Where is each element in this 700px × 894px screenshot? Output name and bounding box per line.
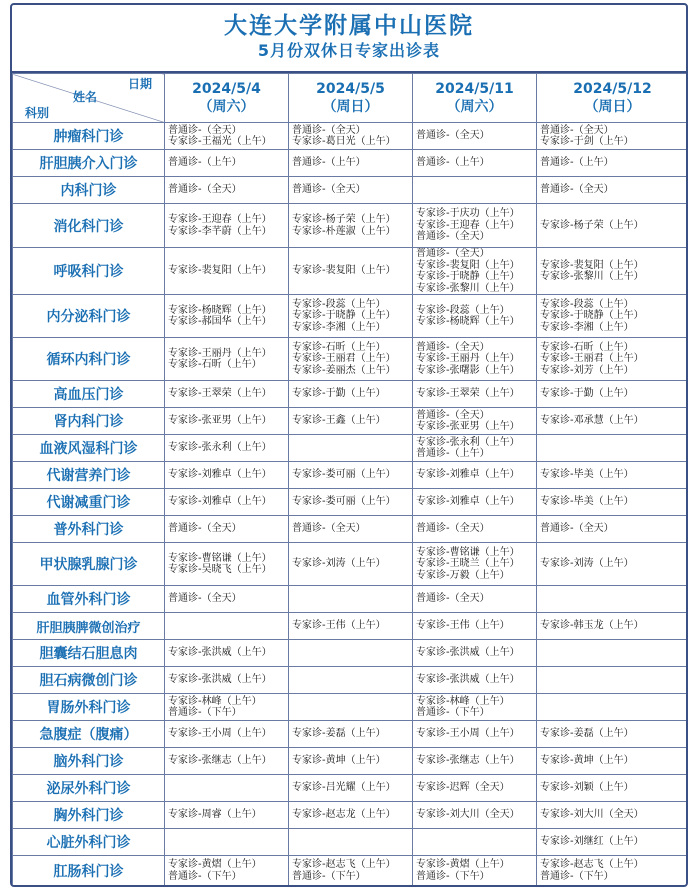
- clinic-entry: 专家诊-刘雅卓（上午）: [416, 469, 520, 481]
- clinic-entry: 普通诊-（上午）: [416, 448, 490, 459]
- schedule-cell: [413, 462, 537, 489]
- clinic-entry: 专家诊-刘大川（全天）: [540, 809, 644, 821]
- corner-header: [13, 74, 165, 123]
- schedule-cell: [537, 462, 689, 489]
- table-row: [13, 408, 689, 435]
- clinic-entry: 专家诊-赵志飞（上午）: [292, 859, 396, 870]
- clinic-entry: 专家诊-刘大川（全天）: [416, 809, 520, 821]
- schedule-cell: [289, 667, 413, 694]
- schedule-cell: [413, 613, 537, 640]
- clinic-entry: 专家诊-张亚男（上午）: [168, 415, 272, 427]
- table-row: [13, 802, 689, 829]
- date-text: 2024/5/5: [316, 81, 385, 97]
- schedule-cell: [537, 338, 689, 381]
- clinic-entry: 专家诊-王翠荣（上午）: [168, 388, 272, 400]
- table-row: [13, 462, 689, 489]
- dept-name: 肝胆胰脾微创治疗: [13, 613, 165, 640]
- schedule-cell: [165, 802, 289, 829]
- clinic-entry: 专家诊-张永利（上午）: [416, 436, 520, 448]
- schedule-cell: [289, 543, 413, 586]
- schedule-cell: [537, 489, 689, 516]
- clinic-entry: 普通诊-（全天）: [540, 124, 614, 136]
- clinic-entry: 专家诊-姜丽杰（上午）: [292, 364, 396, 376]
- schedule-cell: [165, 338, 289, 381]
- schedule-cell: [165, 586, 289, 613]
- table-row: [13, 694, 689, 721]
- clinic-entry: 专家诊-刘雅卓（上午）: [416, 496, 520, 508]
- dept-name: 肿瘤科门诊: [13, 123, 165, 150]
- clinic-entry: 专家诊-于勤（上午）: [292, 388, 386, 400]
- schedule-cell: [165, 543, 289, 586]
- clinic-entry: 普通诊-（下午）: [168, 870, 242, 882]
- schedule-cell: [413, 856, 537, 886]
- clinic-entry: 专家诊-张洪威（上午）: [168, 674, 272, 686]
- clinic-entry: 普通诊-（全天）: [168, 184, 242, 196]
- clinic-entry: 专家诊-张继志（上午）: [168, 755, 272, 767]
- clinic-entry: 专家诊-张曙影（上午）: [416, 364, 520, 376]
- schedule-cell: [289, 721, 413, 748]
- clinic-entry: 普通诊-（上午）: [416, 157, 490, 169]
- schedule-cell: [413, 408, 537, 435]
- schedule-cell: [165, 462, 289, 489]
- clinic-entry: 专家诊-杨晓辉（上午）: [168, 304, 272, 316]
- schedule-cell: [165, 856, 289, 886]
- schedule-cell: [165, 721, 289, 748]
- schedule-cell: [165, 435, 289, 462]
- schedule-cell: [413, 435, 537, 462]
- schedule-cell: [289, 435, 413, 462]
- clinic-entry: 专家诊-石昕（上午）: [168, 359, 262, 370]
- clinic-entry: 专家诊-王丽君（上午）: [292, 353, 396, 365]
- dept-name: 心脏外科门诊: [13, 829, 165, 856]
- table-row: [13, 748, 689, 775]
- schedule-cell: [413, 829, 537, 856]
- clinic-entry: 专家诊-邓承慧（上午）: [540, 415, 644, 427]
- schedule-cell: [537, 748, 689, 775]
- clinic-entry: 专家诊-李湘（上午）: [540, 321, 634, 333]
- schedule-cell: [165, 204, 289, 248]
- clinic-entry: 专家诊-张永利（上午）: [168, 442, 272, 454]
- clinic-entry: 专家诊-张洪威（上午）: [416, 674, 520, 686]
- schedule-cell: [537, 543, 689, 586]
- clinic-entry: 普通诊-（全天）: [168, 124, 242, 136]
- clinic-entry: 专家诊-于庆功（上午）: [416, 208, 520, 220]
- dept-name: 肛肠科门诊: [13, 856, 165, 886]
- clinic-entry: 专家诊-石昕（上午）: [292, 341, 386, 353]
- schedule-sheet: [10, 3, 688, 887]
- dept-name: 胆囊结石胆息肉: [13, 640, 165, 667]
- schedule-cell: [165, 150, 289, 177]
- clinic-entry: 专家诊-万毅（上午）: [416, 569, 510, 581]
- clinic-entry: 普通诊-（全天）: [168, 523, 242, 535]
- schedule-cell: [537, 123, 689, 150]
- schedule-cell: [413, 338, 537, 381]
- table-row: [13, 829, 689, 856]
- table-row: [13, 516, 689, 543]
- clinic-entry: 专家诊-赵志龙（上午）: [292, 809, 396, 821]
- clinic-entry: 专家诊-黄坤（上午）: [292, 755, 386, 767]
- clinic-entry: 专家诊-葛日光（上午）: [292, 136, 396, 147]
- schedule-cell: [537, 667, 689, 694]
- dept-name: 肾内科门诊: [13, 408, 165, 435]
- clinic-entry: 专家诊-毕美（上午）: [540, 496, 634, 508]
- schedule-cell: [289, 408, 413, 435]
- schedule-cell: [165, 248, 289, 295]
- schedule-cell: [413, 295, 537, 338]
- date-text: 2024/5/4: [192, 81, 261, 97]
- schedule-cell: [165, 775, 289, 802]
- table-row: [13, 435, 689, 462]
- dept-name: 内分泌科门诊: [13, 295, 165, 338]
- schedule-cell: [537, 248, 689, 295]
- clinic-entry: 专家诊-段蕊（上午）: [540, 298, 634, 310]
- clinic-entry: 专家诊-裴复阳（上午）: [540, 259, 644, 271]
- schedule-subtitle: 5月份双休日专家出诊表: [257, 41, 441, 60]
- clinic-entry: 专家诊-林峰（上午）: [168, 695, 262, 707]
- schedule-table: [12, 73, 688, 886]
- schedule-cell: [165, 748, 289, 775]
- schedule-cell: [413, 489, 537, 516]
- table-row: [13, 667, 689, 694]
- schedule-cell: [289, 516, 413, 543]
- schedule-cell: [537, 721, 689, 748]
- dept-name: 高血压门诊: [13, 381, 165, 408]
- dept-name: 脑外科门诊: [13, 748, 165, 775]
- clinic-entry: 普通诊-（下午）: [168, 707, 242, 718]
- clinic-entry: 专家诊-王丽丹（上午）: [168, 347, 272, 359]
- table-row: [13, 123, 689, 150]
- schedule-cell: [289, 204, 413, 248]
- clinic-entry: 普通诊-（全天）: [292, 523, 366, 535]
- clinic-entry: 普通诊-（下午）: [292, 870, 366, 882]
- schedule-cell: [537, 150, 689, 177]
- table-row: [13, 295, 689, 338]
- title-block: [12, 5, 686, 73]
- schedule-cell: [165, 694, 289, 721]
- date-header: [165, 74, 289, 123]
- clinic-entry: 专家诊-黄熠（上午）: [168, 859, 262, 870]
- clinic-entry: 专家诊-于勤（上午）: [540, 388, 634, 400]
- schedule-cell: [413, 667, 537, 694]
- schedule-cell: [289, 856, 413, 886]
- clinic-entry: 专家诊-王丽君（上午）: [540, 353, 644, 365]
- date-text: 2024/5/11: [435, 81, 514, 97]
- dept-name: 内科门诊: [13, 177, 165, 204]
- schedule-cell: [289, 640, 413, 667]
- schedule-cell: [289, 248, 413, 295]
- table-row: [13, 248, 689, 295]
- schedule-cell: [165, 516, 289, 543]
- clinic-entry: 专家诊-姜磊（上午）: [292, 728, 386, 740]
- clinic-entry: 专家诊-李芊蔚（上午）: [168, 225, 272, 237]
- name-label: 姓名: [73, 90, 98, 104]
- dept-name: 血液风湿科门诊: [13, 435, 165, 462]
- schedule-cell: [289, 775, 413, 802]
- dept-name: 甲状腺乳腺门诊: [13, 543, 165, 586]
- clinic-entry: 专家诊-刘雅卓（上午）: [168, 469, 272, 481]
- clinic-entry: 专家诊-王迎春（上午）: [168, 214, 272, 225]
- table-row: [13, 204, 689, 248]
- table-row: [13, 613, 689, 640]
- schedule-cell: [289, 462, 413, 489]
- schedule-cell: [537, 408, 689, 435]
- schedule-cell: [289, 489, 413, 516]
- schedule-cell: [413, 748, 537, 775]
- schedule-cell: [165, 408, 289, 435]
- dept-name: 胸外科门诊: [13, 802, 165, 829]
- dept-name: 急腹症（腹痛）: [13, 721, 165, 748]
- clinic-entry: 专家诊-姜磊（上午）: [540, 728, 634, 740]
- schedule-cell: [537, 829, 689, 856]
- clinic-entry: 专家诊-林峰（上午）: [416, 695, 510, 707]
- table-row: [13, 586, 689, 613]
- clinic-entry: 普通诊-（全天）: [416, 523, 490, 535]
- date-header: [537, 74, 689, 123]
- clinic-entry: 普通诊-（全天）: [416, 409, 490, 421]
- clinic-entry: 专家诊-朴莲淑（上午）: [292, 225, 396, 237]
- clinic-entry: 普通诊-（全天）: [416, 593, 490, 605]
- dept-name: 循环内科门诊: [13, 338, 165, 381]
- schedule-cell: [413, 204, 537, 248]
- schedule-cell: [289, 586, 413, 613]
- table-row: [13, 177, 689, 204]
- clinic-entry: 专家诊-刘涛（上午）: [292, 558, 386, 570]
- clinic-entry: 专家诊-刘芳（上午）: [540, 364, 634, 376]
- clinic-entry: 专家诊-张黎川（上午）: [540, 271, 644, 282]
- schedule-cell: [413, 694, 537, 721]
- table-row: [13, 381, 689, 408]
- schedule-cell: [413, 177, 537, 204]
- dept-name: 代谢减重门诊: [13, 489, 165, 516]
- schedule-cell: [413, 150, 537, 177]
- clinic-entry: 专家诊-王迎春（上午）: [416, 219, 520, 231]
- header-row: [13, 74, 689, 123]
- clinic-entry: 专家诊-段蕊（上午）: [292, 298, 386, 310]
- weekday-text: （周六）: [446, 99, 503, 115]
- clinic-entry: 专家诊-王鑫（上午）: [292, 415, 386, 427]
- clinic-entry: 专家诊-迟辉（全天）: [416, 782, 510, 794]
- clinic-entry: 专家诊-赵志飞（上午）: [540, 859, 644, 870]
- clinic-entry: 专家诊-张亚男（上午）: [416, 421, 520, 432]
- clinic-entry: 专家诊-王翠荣（上午）: [416, 388, 520, 400]
- schedule-cell: [289, 829, 413, 856]
- date-header: [289, 74, 413, 123]
- clinic-entry: 专家诊-刘雅卓（上午）: [168, 496, 272, 508]
- schedule-cell: [413, 248, 537, 295]
- clinic-entry: 普通诊-（全天）: [292, 124, 366, 136]
- schedule-cell: [165, 640, 289, 667]
- schedule-cell: [413, 586, 537, 613]
- clinic-entry: 普通诊-（全天）: [292, 184, 366, 196]
- schedule-cell: [165, 829, 289, 856]
- schedule-cell: [413, 775, 537, 802]
- date-text: 2024/5/12: [573, 81, 652, 97]
- clinic-entry: 普通诊-（全天）: [416, 341, 490, 353]
- clinic-entry: 专家诊-于晓静（上午）: [416, 271, 520, 282]
- schedule-cell: [165, 667, 289, 694]
- clinic-entry: 普通诊-（上午）: [540, 157, 614, 169]
- schedule-cell: [289, 338, 413, 381]
- table-row: [13, 150, 689, 177]
- clinic-entry: 普通诊-（全天）: [416, 231, 490, 243]
- table-row: [13, 489, 689, 516]
- table-row: [13, 856, 689, 886]
- schedule-cell: [289, 613, 413, 640]
- dept-name: 肝胆胰介入门诊: [13, 150, 165, 177]
- table-row: [13, 338, 689, 381]
- clinic-entry: 专家诊-曹铭谦（上午）: [416, 546, 520, 558]
- clinic-entry: 普通诊-（下午）: [540, 870, 614, 882]
- schedule-cell: [413, 123, 537, 150]
- date-header: [413, 74, 537, 123]
- schedule-cell: [165, 381, 289, 408]
- table-row: [13, 721, 689, 748]
- clinic-entry: 专家诊-张继志（上午）: [416, 755, 520, 767]
- clinic-entry: 专家诊-吕光耀（上午）: [292, 782, 396, 794]
- clinic-entry: 专家诊-曹铭谦（上午）: [168, 552, 272, 564]
- schedule-cell: [413, 802, 537, 829]
- dept-name: 胆石病微创门诊: [13, 667, 165, 694]
- schedule-cell: [537, 640, 689, 667]
- schedule-cell: [537, 613, 689, 640]
- clinic-entry: 专家诊-郝国华（上午）: [168, 316, 272, 327]
- clinic-entry: 专家诊-王小周（上午）: [416, 728, 520, 740]
- schedule-cell: [537, 516, 689, 543]
- schedule-cell: [413, 543, 537, 586]
- schedule-cell: [165, 123, 289, 150]
- weekday-text: （周日）: [584, 99, 641, 115]
- clinic-entry: 普通诊-（全天）: [416, 130, 490, 142]
- weekday-text: （周六）: [198, 99, 255, 115]
- clinic-entry: 专家诊-裴复阳（上午）: [416, 259, 520, 271]
- dept-label: 科别: [25, 106, 50, 120]
- dept-name: 泌尿外科门诊: [13, 775, 165, 802]
- table-row: [13, 543, 689, 586]
- schedule-cell: [413, 721, 537, 748]
- clinic-entry: 专家诊-裴复阳（上午）: [292, 265, 396, 277]
- clinic-entry: 专家诊-周睿（上午）: [168, 809, 262, 821]
- clinic-entry: 专家诊-刘颖（上午）: [540, 782, 634, 794]
- clinic-entry: 专家诊-李湘（上午）: [292, 321, 386, 333]
- clinic-entry: 专家诊-杨晓辉（上午）: [416, 316, 520, 327]
- table-row: [13, 775, 689, 802]
- clinic-entry: 专家诊-张洪威（上午）: [168, 647, 272, 659]
- dept-name: 普外科门诊: [13, 516, 165, 543]
- schedule-cell: [413, 381, 537, 408]
- clinic-entry: 专家诊-刘涛（上午）: [540, 558, 634, 570]
- clinic-entry: 专家诊-杨子荣（上午）: [540, 219, 644, 231]
- clinic-entry: 专家诊-娄可丽（上午）: [292, 469, 396, 481]
- clinic-entry: 专家诊-张洪威（上午）: [416, 647, 520, 659]
- schedule-cell: [165, 177, 289, 204]
- schedule-cell: [537, 381, 689, 408]
- clinic-entry: 专家诊-裴复阳（上午）: [168, 265, 272, 277]
- schedule-cell: [537, 204, 689, 248]
- clinic-entry: 专家诊-王伟（上午）: [416, 620, 510, 632]
- clinic-entry: 专家诊-王丽丹（上午）: [416, 353, 520, 365]
- date-label: 日期: [127, 77, 152, 91]
- clinic-entry: 普通诊-（全天）: [540, 184, 614, 196]
- schedule-cell: [289, 295, 413, 338]
- clinic-entry: 专家诊-张黎川（上午）: [416, 282, 520, 294]
- schedule-cell: [165, 295, 289, 338]
- schedule-cell: [165, 613, 289, 640]
- schedule-cell: [537, 586, 689, 613]
- schedule-cell: [289, 381, 413, 408]
- clinic-entry: 专家诊-石昕（上午）: [540, 341, 634, 353]
- clinic-entry: 普通诊-（上午）: [168, 157, 242, 169]
- schedule-cell: [537, 856, 689, 886]
- clinic-entry: 专家诊-黄坤（上午）: [540, 755, 634, 767]
- weekday-text: （周日）: [322, 99, 379, 115]
- clinic-entry: 专家诊-韩玉龙（上午）: [540, 620, 644, 632]
- schedule-cell: [289, 177, 413, 204]
- clinic-entry: 专家诊-王小周（上午）: [168, 728, 272, 740]
- schedule-cell: [537, 802, 689, 829]
- schedule-cell: [289, 802, 413, 829]
- clinic-entry: 普通诊-（全天）: [168, 593, 242, 605]
- schedule-cell: [537, 295, 689, 338]
- schedule-cell: [537, 177, 689, 204]
- schedule-cell: [537, 435, 689, 462]
- clinic-entry: 普通诊-（全天）: [540, 523, 614, 535]
- hospital-title: 大连大学附属中山医院: [224, 13, 474, 39]
- schedule-cell: [289, 748, 413, 775]
- schedule-cell: [289, 150, 413, 177]
- schedule-cell: [413, 516, 537, 543]
- clinic-entry: 普通诊-（下午）: [416, 707, 490, 718]
- clinic-entry: 专家诊-毕美（上午）: [540, 469, 634, 481]
- dept-name: 代谢营养门诊: [13, 462, 165, 489]
- clinic-entry: 专家诊-王晓兰（上午）: [416, 558, 520, 570]
- schedule-cell: [289, 123, 413, 150]
- clinic-entry: 专家诊-娄可丽（上午）: [292, 496, 396, 508]
- clinic-entry: 专家诊-刘继红（上午）: [540, 836, 644, 848]
- clinic-entry: 专家诊-段蕊（上午）: [416, 304, 510, 316]
- clinic-entry: 专家诊-于晓静（上午）: [292, 310, 396, 322]
- clinic-entry: 普通诊-（下午）: [416, 870, 490, 882]
- schedule-cell: [289, 694, 413, 721]
- dept-name: 消化科门诊: [13, 204, 165, 248]
- clinic-entry: 专家诊-于晓静（上午）: [540, 310, 644, 322]
- dept-name: 呼吸科门诊: [13, 248, 165, 295]
- clinic-entry: 普通诊-（全天）: [416, 248, 490, 259]
- schedule-cell: [413, 640, 537, 667]
- dept-name: 胃肠外科门诊: [13, 694, 165, 721]
- clinic-entry: 专家诊-吴晓飞（上午）: [168, 564, 272, 575]
- clinic-entry: 专家诊-杨子荣（上午）: [292, 214, 396, 225]
- clinic-entry: 专家诊-于剑（上午）: [540, 136, 634, 147]
- schedule-cell: [537, 775, 689, 802]
- clinic-entry: 专家诊-王福光（上午）: [168, 136, 272, 147]
- clinic-entry: 普通诊-（上午）: [292, 157, 366, 169]
- schedule-cell: [537, 694, 689, 721]
- clinic-entry: 专家诊-黄熠（上午）: [416, 859, 510, 870]
- schedule-cell: [165, 489, 289, 516]
- clinic-entry: 专家诊-王伟（上午）: [292, 620, 386, 632]
- dept-name: 血管外科门诊: [13, 586, 165, 613]
- table-row: [13, 640, 689, 667]
